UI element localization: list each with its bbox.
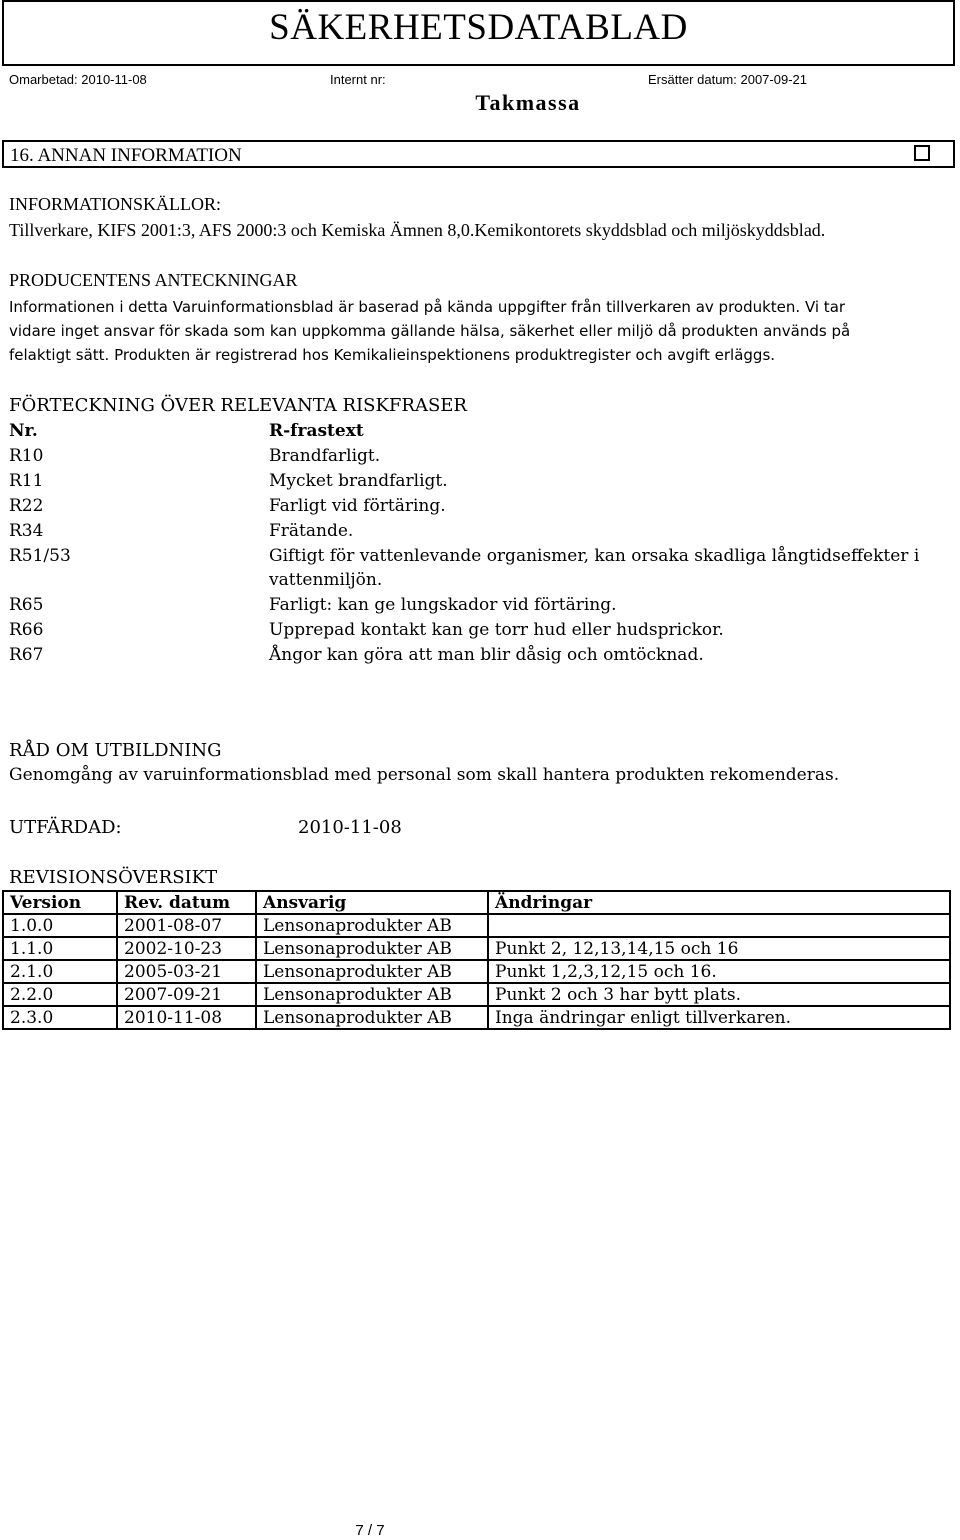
cell-date: 2005-03-21 (117, 960, 256, 983)
table-row (3, 983, 950, 1006)
revisions-heading: REVISIONSÖVERSIKT (9, 867, 218, 888)
cell-responsible: Lensonaprodukter AB (256, 960, 488, 983)
table-row (3, 914, 950, 937)
sources-heading: INFORMATIONSKÄLLOR: (9, 194, 222, 214)
header-meta-row (0, 72, 960, 92)
revised-date: Omarbetad: 2010-11-08 (9, 72, 147, 87)
risk-nr: R22 (9, 496, 44, 516)
risk-nr: R67 (9, 645, 44, 665)
risk-col-nr: Nr. (9, 421, 38, 441)
risk-nr: R66 (9, 620, 44, 640)
risk-nr: R34 (9, 521, 44, 541)
risk-nr: R10 (9, 446, 44, 466)
cell-date: 2010-11-08 (117, 1006, 256, 1029)
replaces-date: Ersätter datum: 2007-09-21 (648, 72, 807, 87)
risk-text: vattenmiljön. (269, 570, 383, 590)
col-responsible: Ansvarig (256, 891, 488, 914)
section-header (2, 140, 955, 168)
cell-changes: Punkt 1,2,3,12,15 och 16. (488, 960, 950, 983)
cell-responsible: Lensonaprodukter AB (256, 914, 488, 937)
revisions-table (2, 890, 951, 1030)
col-version: Version (3, 891, 117, 914)
cell-responsible: Lensonaprodukter AB (256, 1006, 488, 1029)
producer-notes-heading: PRODUCENTENS ANTECKNINGAR (9, 270, 298, 290)
cell-changes: Punkt 2 och 3 har bytt plats. (488, 983, 950, 1006)
producer-notes-line-2: vidare inget ansvar för skada som kan uppkomma gällande hälsa, säkerhet eller miljö då produkten används på (9, 322, 851, 340)
cell-changes: Inga ändringar enligt tillverkaren. (488, 1006, 950, 1029)
table-header-row (3, 891, 950, 914)
issued-label: UTFÄRDAD: (9, 817, 122, 838)
cell-version: 2.2.0 (3, 983, 117, 1006)
risk-nr: R51/53 (9, 546, 71, 566)
risk-text: Frätande. (269, 521, 354, 541)
table-row (3, 960, 950, 983)
training-heading: RÅD OM UTBILDNING (9, 740, 222, 761)
table-row (3, 937, 950, 960)
sources-text: Tillverkare, KIFS 2001:3, AFS 2000:3 och Kemiska Ämnen 8,0.Kemikontorets skyddsblad och miljöskyddsblad. (9, 220, 826, 240)
table-row (3, 1006, 950, 1029)
risk-text: Ångor kan göra att man blir dåsig och omtöcknad. (269, 645, 704, 665)
risk-col-text: R-frastext (269, 421, 364, 441)
cell-version: 1.1.0 (3, 937, 117, 960)
section-checkbox[interactable] (914, 145, 930, 161)
cell-version: 1.0.0 (3, 914, 117, 937)
product-name: Takmassa (475, 90, 581, 115)
cell-responsible: Lensonaprodukter AB (256, 983, 488, 1006)
internal-number: Internt nr: (330, 72, 386, 87)
risk-phrases-heading: FÖRTECKNING ÖVER RELEVANTA RISKFRASER (9, 395, 467, 416)
cell-version: 2.1.0 (3, 960, 117, 983)
section-title: 16. ANNAN INFORMATION (10, 145, 242, 166)
cell-version: 2.3.0 (3, 1006, 117, 1029)
col-changes: Ändringar (488, 891, 950, 914)
risk-text: Giftigt för vattenlevande organismer, kan orsaka skadliga långtidseffekter i (269, 546, 920, 566)
risk-text: Mycket brandfarligt. (269, 471, 448, 491)
cell-responsible: Lensonaprodukter AB (256, 937, 488, 960)
risk-nr: R11 (9, 471, 44, 491)
col-rev-date: Rev. datum (117, 891, 256, 914)
producer-notes-line-1: Informationen i detta Varuinformationsblad är baserad på kända uppgifter från tillverkaren av produkten. Vi tar (9, 298, 846, 316)
cell-date: 2002-10-23 (117, 937, 256, 960)
cell-changes (488, 914, 950, 937)
cell-date: 2001-08-07 (117, 914, 256, 937)
training-text: Genomgång av varuinformationsblad med personal som skall hantera produkten rekomenderas. (9, 765, 840, 785)
risk-text: Farligt vid förtäring. (269, 496, 446, 516)
issued-date: 2010-11-08 (298, 817, 402, 838)
risk-nr: R65 (9, 595, 44, 615)
risk-text: Farligt: kan ge lungskador vid förtäring. (269, 595, 617, 615)
document-title-box (2, 0, 955, 66)
cell-changes: Punkt 2, 12,13,14,15 och 16 (488, 937, 950, 960)
producer-notes-line-3: felaktigt sätt. Produkten är registrerad hos Kemikalieinspektionens produktregister och avgift erläggs. (9, 346, 776, 364)
page-number: 7 / 7 (355, 1522, 385, 1539)
document-title: SÄKERHETSDATABLAD (269, 7, 688, 48)
risk-text: Brandfarligt. (269, 446, 381, 466)
cell-date: 2007-09-21 (117, 983, 256, 1006)
risk-text: Upprepad kontakt kan ge torr hud eller hudsprickor. (269, 620, 724, 640)
